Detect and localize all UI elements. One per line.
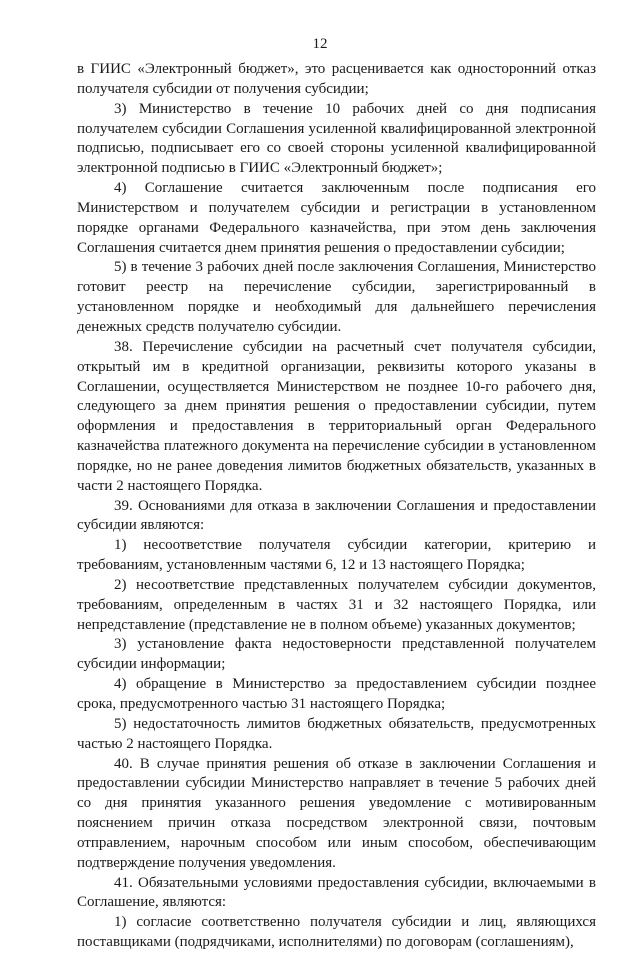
paragraph-item-5: 5) в течение 3 рабочих дней после заключения Соглашения, Министерство готовит реестр на перечисление субсидии, зарегистрированный в установленном порядке и необходимый для дальнейшего перечисления денежных средств получателю субсидии. — [77, 259, 596, 335]
paragraph-39-item-1: 1) несоответствие получателя субсидии категории, критерию и требованиям, установленным частями 6, 12 и 13 настоящего Порядка; — [77, 537, 596, 574]
paragraph-41-item-1: 1) согласие соответственно получателя субсидии и лиц, являющихся поставщиками (подрядчиками, исполнителями) по договорам (соглашениям), — [77, 914, 596, 951]
paragraph-38: 38. Перечисление субсидии на расчетный счет получателя субсидии, открытый им в кредитной организации, реквизиты которого указаны в Соглашении, осуществляется Министерством не позднее 10-го рабочего дня, следующего за днем принятия решения о предоставлении субсидии, путем оформления и предоставления в территориальный орган Федерального казначейства платежного документа на перечисление субсидии в установленном порядке, но не ранее доведения лимитов бюджетных обязательств, указанных в части 2 настоящего Порядка. — [77, 338, 596, 494]
paragraph-39-item-3: 3) установление факта недостоверности представленной получателем субсидии информации; — [77, 636, 596, 673]
paragraph-39-item-4: 4) обращение в Министерство за предоставлением субсидии позднее срока, предусмотренного частью 31 настоящего Порядка; — [77, 676, 596, 712]
paragraph-39-item-5: 5) недостаточность лимитов бюджетных обязательств, предусмотренных частью 2 настоящего Порядка. — [77, 715, 596, 752]
paragraph-40: 40. В случае принятия решения об отказе в заключении Соглашения и предоставлении субсидии Министерство направляет в течение 5 рабочих дней со дня принятия указанного решения уведомление с мотивированным пояснением причин отказа посредством электронной связи, почтовым отправлением, нарочным способом или иным способом, обеспечивающим подтверждение получения уведомления. — [77, 755, 596, 871]
paragraph-39-item-2: 2) несоответствие представленных получателем субсидии документов, требованиям, определенным в частях 31 и 32 настоящего Порядка, или непредставление (представление не в полном объеме) указанных документов; — [77, 576, 596, 633]
page-number: 12 — [312, 36, 328, 52]
paragraph-item-3: 3) Министерство в течение 10 рабочих дней со дня подписания получателем субсидии Соглашения усиленной квалифицированной электронной подписью, подписывает его со своей стороны усиленной квалифицированной электронной подписью в ГИИС «Электронный бюджет»; — [77, 100, 596, 177]
paragraph-39: 39. Основаниями для отказа в заключении Соглашения и предоставлении субсидии являются: — [77, 497, 596, 534]
paragraph-item-4: 4) Соглашение считается заключенным после подписания его Министерством и получателем субсидии и регистрации в установленном порядке органами Федерального казначейства, при этом день заключения Соглашения считается днем принятия решения о предоставлении субсидии; — [77, 180, 596, 256]
paragraph-41: 41. Обязательными условиями предоставления субсидии, включаемыми в Соглашение, являются: — [77, 874, 596, 911]
document-body — [77, 60, 596, 953]
paragraph-continuation: в ГИИС «Электронный бюджет», это расценивается как односторонний отказ получателя субсидии от получения субсидии; — [77, 61, 596, 97]
